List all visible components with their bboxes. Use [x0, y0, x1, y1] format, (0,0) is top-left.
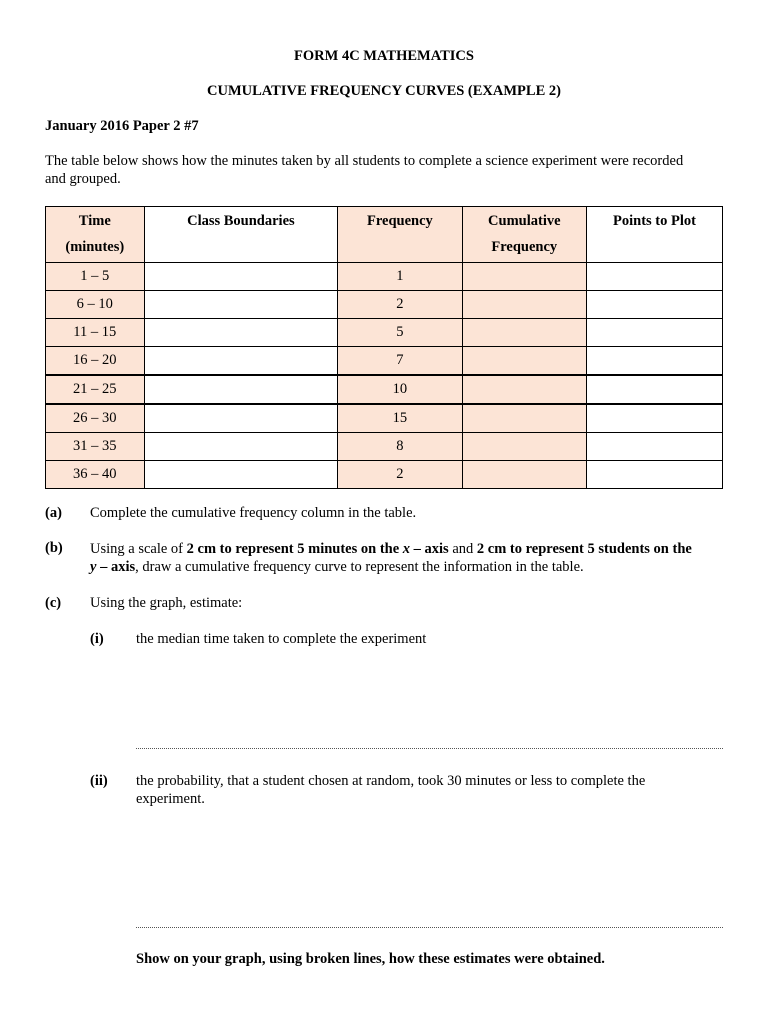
- points-to-plot-cell[interactable]: [587, 433, 723, 461]
- time-cell: 21 – 25: [46, 375, 145, 404]
- cumulative-frequency-cell[interactable]: [462, 319, 586, 347]
- table-row: [46, 347, 723, 376]
- question-c-text: Using the graph, estimate:: [90, 595, 243, 611]
- points-to-plot-cell[interactable]: [587, 347, 723, 376]
- header-points-to-plot: Points to Plot: [587, 207, 723, 263]
- question-b-part1: Using a scale of: [90, 541, 187, 557]
- header-time: [46, 207, 145, 263]
- points-to-plot-cell[interactable]: [587, 291, 723, 319]
- class-boundary-cell[interactable]: [144, 347, 338, 376]
- frequency-cell: 2: [338, 291, 462, 319]
- cumulative-frequency-cell[interactable]: [462, 433, 586, 461]
- question-b-x-symbol: x: [402, 541, 411, 557]
- cumulative-frequency-cell[interactable]: [462, 375, 586, 404]
- points-to-plot-cell[interactable]: [587, 461, 723, 489]
- question-b-part2: 2 cm to represent 5 minutes on the: [186, 541, 403, 557]
- question-b-part8: – axis: [96, 559, 136, 575]
- paper-reference: January 2016 Paper 2 #7: [45, 118, 199, 134]
- answer-line-ci[interactable]: [136, 748, 723, 749]
- question-c-label: (c): [45, 595, 62, 611]
- header-cumulative-line1: Cumulative: [488, 213, 561, 229]
- cumulative-frequency-cell[interactable]: [462, 291, 586, 319]
- table-row: [46, 263, 723, 291]
- answer-line-cii[interactable]: [136, 927, 723, 928]
- frequency-cell: 2: [338, 461, 462, 489]
- class-boundary-cell[interactable]: [144, 461, 338, 489]
- frequency-cell: 7: [338, 347, 462, 376]
- frequency-cell: 5: [338, 319, 462, 347]
- frequency-cell: 15: [338, 404, 462, 433]
- header-frequency: Frequency: [338, 207, 462, 263]
- table-header-row: [46, 207, 723, 263]
- question-cii-label: (ii): [90, 773, 108, 789]
- question-a-text: Complete the cumulative frequency column in the table.: [90, 505, 417, 521]
- cumulative-frequency-cell[interactable]: [462, 347, 586, 376]
- question-ci-text: the median time taken to complete the experiment: [136, 631, 427, 647]
- time-cell: 36 – 40: [46, 461, 145, 489]
- cumulative-frequency-cell[interactable]: [462, 263, 586, 291]
- class-boundary-cell[interactable]: [144, 433, 338, 461]
- time-cell: 31 – 35: [46, 433, 145, 461]
- class-boundary-cell[interactable]: [144, 291, 338, 319]
- cumulative-frequency-cell[interactable]: [462, 404, 586, 433]
- question-b-part5: and: [448, 541, 477, 557]
- question-b-label: (b): [45, 540, 63, 556]
- header-cumulative-frequency: [462, 207, 586, 263]
- instruction-footer: Show on your graph, using broken lines, how these estimates were obtained.: [136, 951, 605, 967]
- question-ci-label: (i): [90, 631, 104, 647]
- time-cell: 16 – 20: [46, 347, 145, 376]
- page-subtitle: CUMULATIVE FREQUENCY CURVES (EXAMPLE 2): [207, 83, 561, 99]
- table-row: [46, 319, 723, 347]
- table-row: [46, 433, 723, 461]
- header-time-line1: Time: [78, 213, 111, 229]
- frequency-table: [45, 206, 723, 489]
- question-b-y-symbol: y: [90, 559, 97, 575]
- frequency-cell: 1: [338, 263, 462, 291]
- page-title: FORM 4C MATHEMATICS: [294, 48, 474, 64]
- points-to-plot-cell[interactable]: [587, 319, 723, 347]
- frequency-cell: 8: [338, 433, 462, 461]
- points-to-plot-cell[interactable]: [587, 375, 723, 404]
- cumulative-frequency-cell[interactable]: [462, 461, 586, 489]
- frequency-cell: 10: [338, 375, 462, 404]
- header-time-line2: (minutes): [65, 239, 125, 255]
- points-to-plot-cell[interactable]: [587, 404, 723, 433]
- table-row: [46, 461, 723, 489]
- time-cell: 11 – 15: [46, 319, 145, 347]
- question-cii-line1: the probability, that a student chosen at random, took 30 minutes or less to complete the: [136, 773, 646, 789]
- question-b-text: [90, 540, 730, 576]
- table-row: [46, 375, 723, 404]
- table-row: [46, 291, 723, 319]
- points-to-plot-cell[interactable]: [587, 263, 723, 291]
- time-cell: 1 – 5: [46, 263, 145, 291]
- time-cell: 6 – 10: [46, 291, 145, 319]
- question-b-part9: , draw a cumulative frequency curve to represent the information in the table.: [135, 559, 584, 575]
- time-cell: 26 – 30: [46, 404, 145, 433]
- class-boundary-cell[interactable]: [144, 404, 338, 433]
- question-b-part6: 2 cm to represent 5 students on the: [476, 541, 692, 557]
- table-row: [46, 404, 723, 433]
- question-a-label: (a): [45, 505, 62, 521]
- question-b-part4: – axis: [410, 541, 449, 557]
- header-cumulative-line2: Frequency: [491, 239, 558, 255]
- class-boundary-cell[interactable]: [144, 319, 338, 347]
- header-class-boundaries: Class Boundaries: [144, 207, 338, 263]
- intro-line-1: The table below shows how the minutes taken by all students to complete a science experiment were recorded: [45, 153, 684, 169]
- class-boundary-cell[interactable]: [144, 375, 338, 404]
- question-cii-line2: experiment.: [136, 791, 205, 807]
- class-boundary-cell[interactable]: [144, 263, 338, 291]
- intro-line-2: and grouped.: [45, 171, 121, 187]
